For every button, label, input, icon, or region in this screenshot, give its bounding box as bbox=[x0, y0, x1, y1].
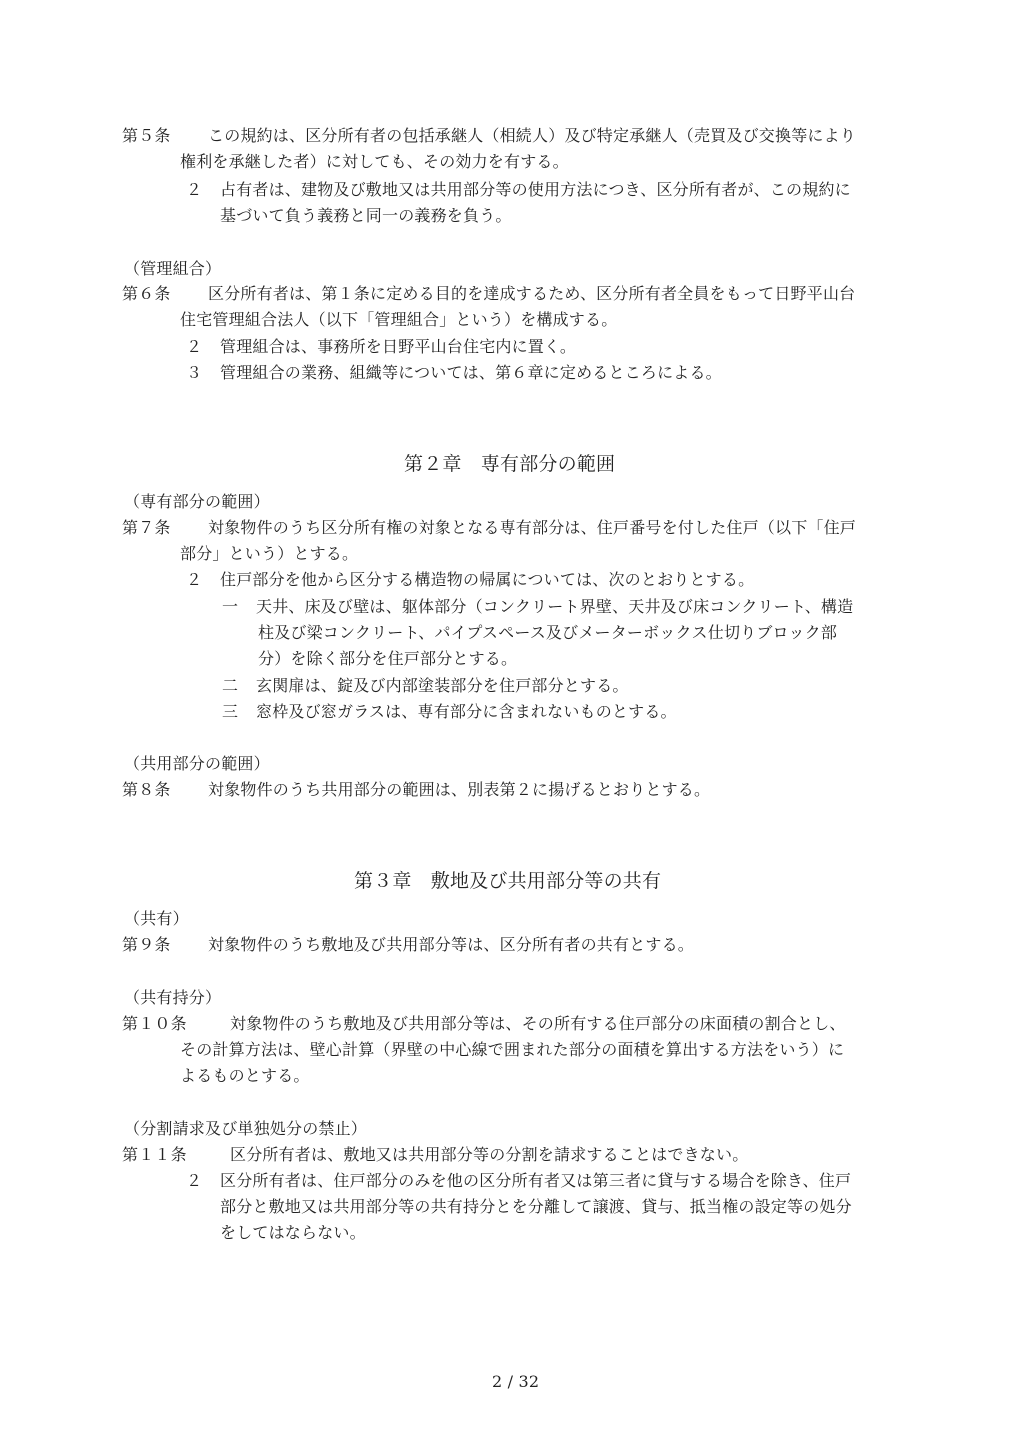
item-number: 三 bbox=[222, 702, 239, 721]
article-9-line-1 bbox=[122, 937, 694, 953]
article-7-item-1-line-2: 柱及び梁コンクリート、パイプスペース及びメーターボックス仕切りブロック部 bbox=[258, 623, 838, 642]
article-10-caption: （共有持分） bbox=[124, 988, 222, 1007]
item-text: 玄関扉は、錠及び内部塗装部分を住戸部分とする。 bbox=[256, 676, 629, 695]
article-text: 対象物件のうち共用部分の範囲は、別表第２に揚げるとおりとする。 bbox=[208, 780, 711, 799]
article-number: 第８条 bbox=[122, 780, 171, 799]
article-number: 第７条 bbox=[122, 518, 171, 537]
article-6-para-3 bbox=[186, 365, 722, 381]
article-number: 第５条 bbox=[122, 126, 171, 145]
article-text: 対象物件のうち敷地及び共用部分等は、その所有する住戸部分の床面積の割合とし、 bbox=[230, 1014, 846, 1033]
article-10-line-1 bbox=[122, 1016, 846, 1032]
article-8-line-1 bbox=[122, 782, 710, 798]
article-7-para-2 bbox=[186, 572, 754, 588]
paragraph-number: ２ bbox=[186, 180, 203, 199]
paragraph-number: ２ bbox=[186, 337, 203, 356]
article-10-line-2: その計算方法は、壁心計算（界壁の中心線で囲まれた部分の面積を算出する方法をいう）に bbox=[180, 1040, 845, 1059]
article-7-item-1-line-1 bbox=[222, 599, 853, 615]
article-9-caption: （共有） bbox=[124, 909, 189, 928]
paragraph-text: 管理組合の業務、組織等については、第６章に定めるところによる。 bbox=[220, 363, 722, 382]
article-6-para-2 bbox=[186, 339, 576, 355]
article-text: 区分所有者は、第１条に定める目的を達成するため、区分所有者全員をもって日野平山台 bbox=[208, 284, 856, 303]
article-text: 対象物件のうち敷地及び共用部分等は、区分所有者の共有とする。 bbox=[208, 935, 695, 954]
paragraph-text: 管理組合は、事務所を日野平山台住宅内に置く。 bbox=[220, 337, 577, 356]
paragraph-text: 住戸部分を他から区分する構造物の帰属については、次のとおりとする。 bbox=[220, 570, 755, 589]
paragraph-number: ２ bbox=[186, 570, 203, 589]
paragraph-number: ２ bbox=[186, 1171, 203, 1190]
paragraph-text: 占有者は、建物及び敷地又は共用部分等の使用方法につき、区分所有者が、この規約に bbox=[220, 180, 851, 199]
article-11-para-2-line-3: をしてはならない。 bbox=[220, 1223, 366, 1242]
article-text: 対象物件のうち区分所有権の対象となる専有部分は、住戸番号を付した住戸（以下「住戸 bbox=[208, 518, 857, 537]
article-6-caption: （管理組合） bbox=[124, 259, 222, 278]
article-7-item-2 bbox=[222, 678, 629, 694]
chapter-2-heading: 第２章 専有部分の範囲 bbox=[404, 453, 616, 475]
article-8-caption: （共用部分の範囲） bbox=[124, 754, 270, 773]
article-5-para-2-line-2: 基づいて負う義務と同一の義務を負う。 bbox=[220, 206, 512, 225]
chapter-3-heading: 第３章 敷地及び共用部分等の共有 bbox=[354, 870, 662, 892]
article-11-line-1 bbox=[122, 1147, 748, 1163]
article-7-line-2: 部分」という）とする。 bbox=[180, 544, 359, 563]
article-7-item-3 bbox=[222, 704, 677, 720]
article-7-line-1 bbox=[122, 520, 856, 536]
article-number: 第１０条 bbox=[122, 1014, 187, 1033]
article-11-caption: （分割請求及び単独処分の禁止） bbox=[124, 1119, 368, 1138]
article-5-para-2-line-1 bbox=[186, 182, 851, 198]
article-number: 第９条 bbox=[122, 935, 171, 954]
article-11-para-2-line-2: 部分と敷地又は共用部分等の共有持分とを分離して譲渡、貸与、抵当権の設定等の処分 bbox=[220, 1197, 852, 1216]
article-10-line-3: よるものとする。 bbox=[180, 1066, 310, 1085]
article-text: この規約は、区分所有者の包括承継人（相続人）及び特定承継人（売買及び交換等により bbox=[208, 126, 857, 145]
article-7-caption: （専有部分の範囲） bbox=[124, 492, 270, 511]
paragraph-number: ３ bbox=[186, 363, 203, 382]
item-number: 一 bbox=[222, 597, 239, 616]
page-number: 2 / 32 bbox=[492, 1372, 540, 1391]
paragraph-text: 区分所有者は、住戸部分のみを他の区分所有者又は第三者に貸与する場合を除き、住戸 bbox=[220, 1171, 852, 1190]
article-6-line-2: 住宅管理組合法人（以下「管理組合」という）を構成する。 bbox=[180, 310, 618, 329]
article-5-line-1 bbox=[122, 128, 856, 144]
article-6-line-1 bbox=[122, 286, 855, 302]
article-text: 区分所有者は、敷地又は共用部分等の分割を請求することはできない。 bbox=[230, 1145, 749, 1164]
article-7-item-1-line-3: 分）を除く部分を住戸部分とする。 bbox=[258, 649, 518, 668]
item-number: 二 bbox=[222, 676, 239, 695]
article-number: 第１１条 bbox=[122, 1145, 187, 1164]
article-number: 第６条 bbox=[122, 284, 171, 303]
item-text: 天井、床及び壁は、躯体部分（コンクリート界壁、天井及び床コンクリート、構造 bbox=[256, 597, 854, 616]
article-11-para-2-line-1 bbox=[186, 1173, 851, 1189]
article-5-line-2: 権利を承継した者）に対しても、その効力を有する。 bbox=[180, 152, 569, 171]
item-text: 窓枠及び窓ガラスは、専有部分に含まれないものとする。 bbox=[256, 702, 677, 721]
